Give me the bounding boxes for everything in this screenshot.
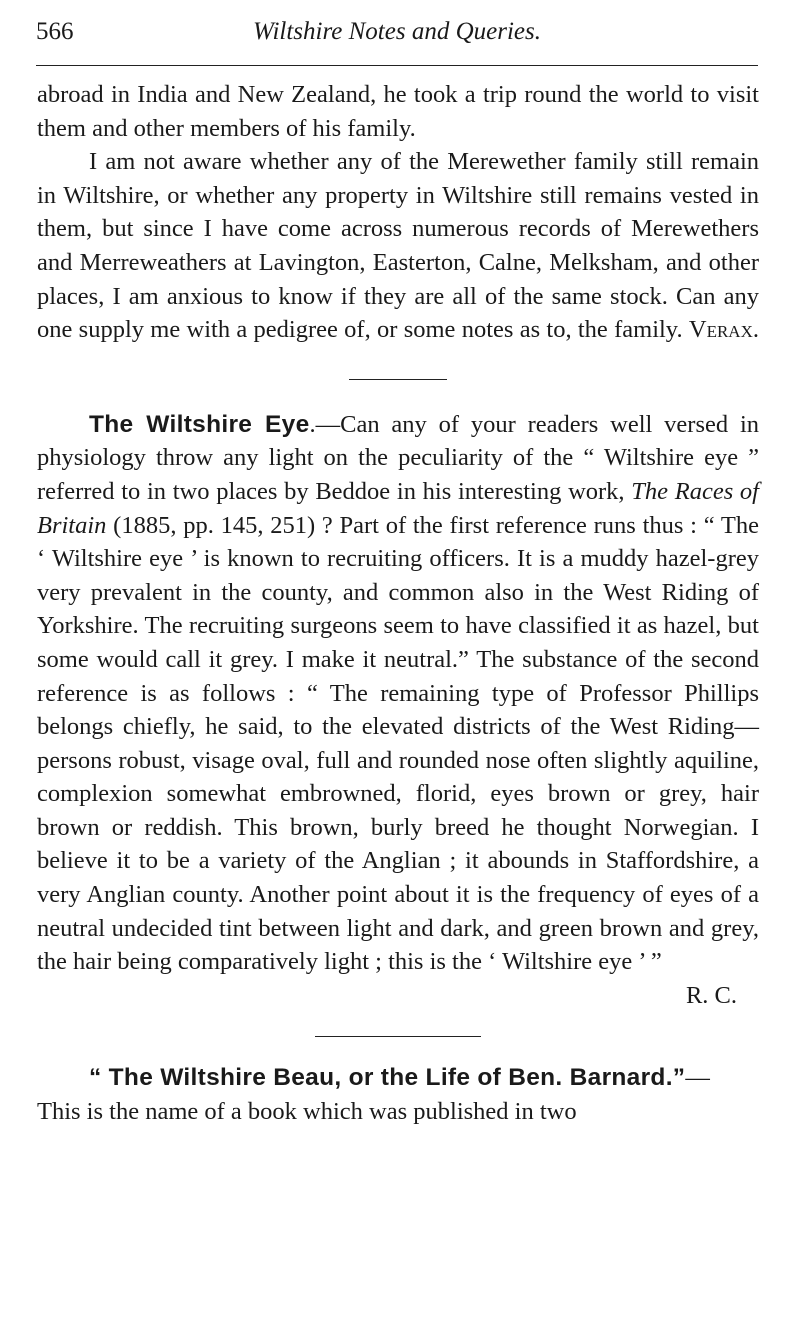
wiltshire-beau-text: This is the name of a book which was published in two [37, 1098, 577, 1126]
section-divider [315, 1036, 481, 1037]
running-title: Wiltshire Notes and Queries. [253, 18, 541, 45]
merewether-query-text: I am not aware whether any of the Merewether family still remain in Wiltshire, or whether any property in Wiltshire still remains vested in them, but since I have come across numerous records of Merewethers and Merreweathers at Lavington, Easterton, Calne, Melksham, and other places, I am anxious to know if they are all of the same stock. Can any one supply me with a pedigree of, or some notes as to, the family. [37, 148, 759, 344]
continued-paragraph: abroad in India and New Zealand, he took a trip round the world to visit them and other members of his family. [37, 81, 759, 142]
page-header [36, 14, 758, 54]
signature-verax: Verax. [688, 316, 759, 344]
wiltshire-beau-dash: — [685, 1064, 710, 1092]
book-title: The Races of Britain [37, 477, 759, 539]
wiltshire-eye-heading: The Wiltshire Eye [89, 410, 310, 438]
header-rule [36, 65, 758, 66]
body-text [37, 78, 759, 1129]
wiltshire-eye-lead-in: .—Can any of your readers well versed in physiology throw any light on the peculiarity of the “ Wiltshire eye ” referred to in two places by Beddoe in his interesting work, [37, 410, 759, 505]
page-number: 566 [36, 18, 74, 45]
wiltshire-beau-heading: “ The Wiltshire Beau, or the Life of Ben. Barnard.” [89, 1064, 686, 1092]
section-divider [349, 379, 447, 380]
wiltshire-eye-body: (1885, pp. 145, 251) ? Part of the first reference runs thus : “ The ‘ Wiltshire eye ’ is known to recruiting officers. It is a muddy hazel-grey very prevalent in the county, and common also in the West Riding of Yorkshire. The recruiting surgeons seem to have classified it as hazel, but some would call it grey. I make it neutral.” The substance of the second reference is as follows : “ The remaining type of Professor Phillips belongs chiefly, he said, to the elevated districts of the West Riding—persons robust, visage oval, full and rounded nose often slightly aquiline, complexion somewhat embrowned, florid, eyes brown or grey, hair brown or reddish. This brown, burly breed he thought Norwegian. I believe it to be a variety of the Anglian ; it abounds in Staffordshire, a very Anglian county. Another point about it is the frequency of eyes of a neutral undecided tint between light and dark, and green brown and grey, the hair being comparatively light ; this is the ‘ Wiltshire eye ’ ” [37, 511, 759, 976]
wiltshire-beau-paragraph [37, 1061, 759, 1095]
merewether-query-paragraph [37, 145, 759, 347]
wiltshire-eye-paragraph [37, 408, 759, 979]
signature-rc: R. C. [685, 981, 737, 1009]
